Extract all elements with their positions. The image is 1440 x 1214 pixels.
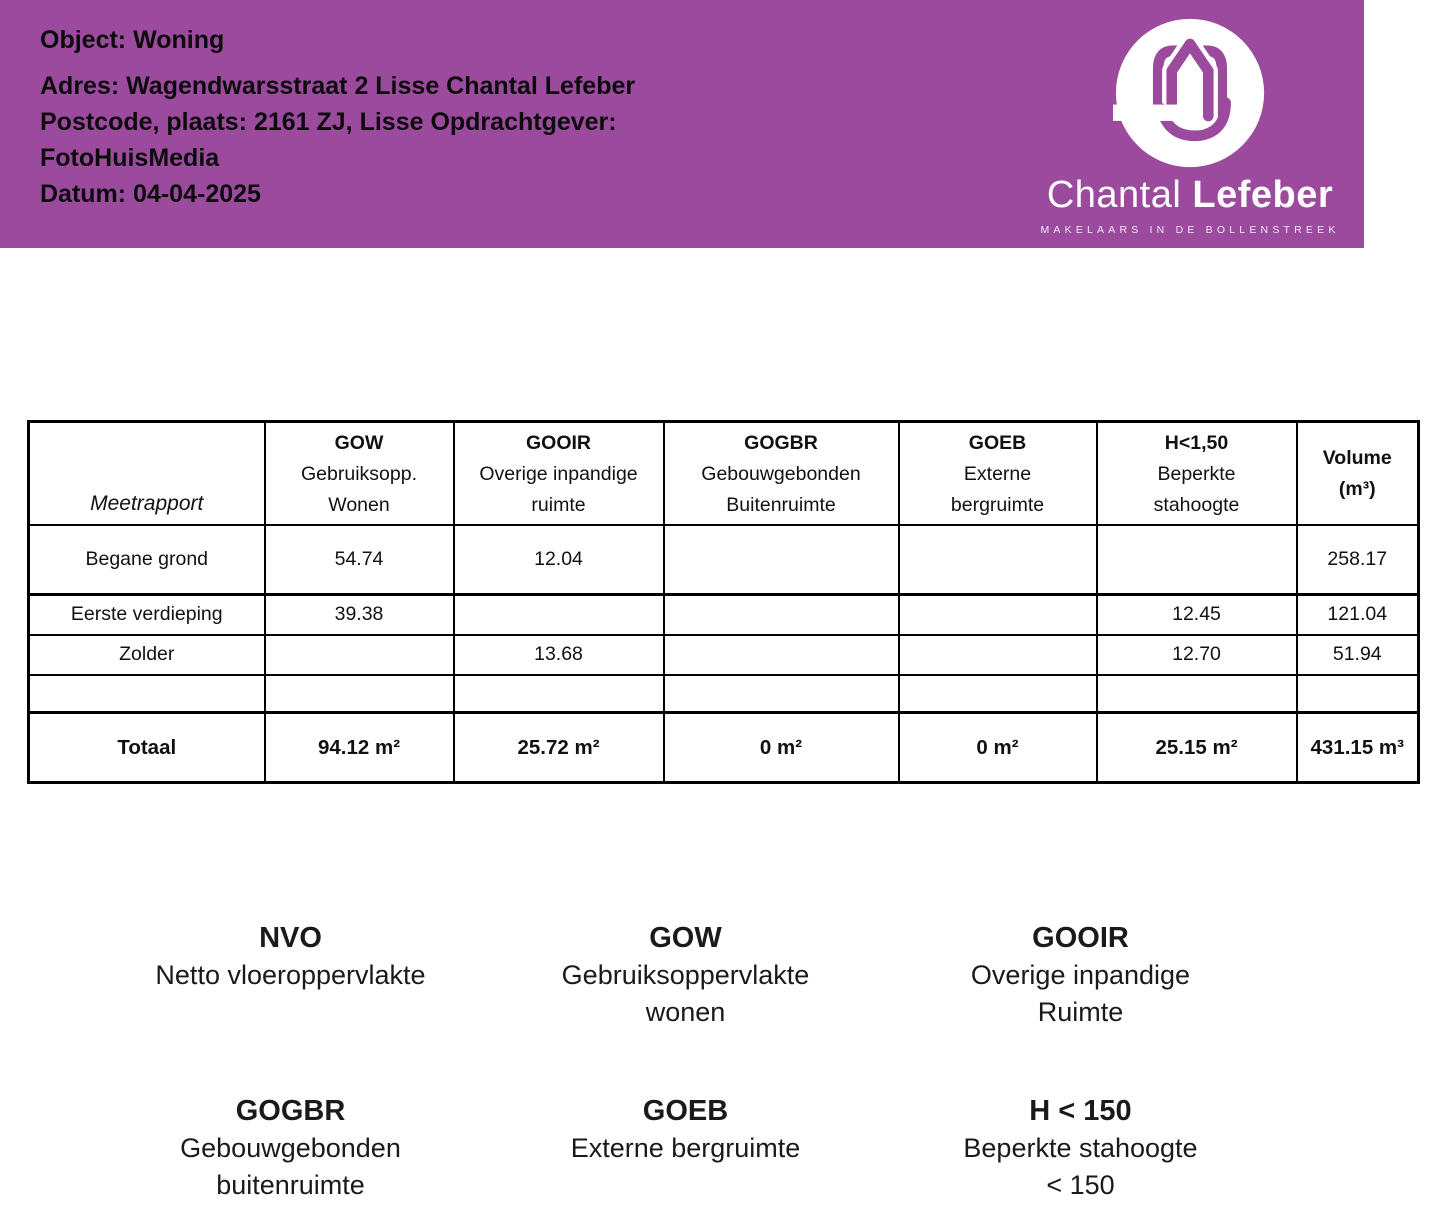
legend-abbr: GOOIR xyxy=(1032,922,1129,954)
column-header-h150 xyxy=(1097,422,1297,525)
brand-wordmark xyxy=(1040,174,1340,217)
table-cell: 54.74 xyxy=(265,525,454,595)
table-cell xyxy=(265,675,454,713)
meetrapport-table xyxy=(27,420,1420,784)
table-cell xyxy=(899,525,1097,595)
table-cell xyxy=(454,595,664,635)
column-desc: stahoogte xyxy=(1153,493,1240,516)
column-desc: Wonen xyxy=(328,493,390,516)
table-cell xyxy=(664,525,899,595)
total-cell: 431.15 m³ xyxy=(1297,713,1419,783)
table-cell xyxy=(454,675,664,713)
abbreviation-legend xyxy=(93,920,1278,1204)
legend-abbr: GOGBR xyxy=(235,1095,346,1127)
table-cell: 12.45 xyxy=(1097,595,1297,635)
table-row-empty xyxy=(29,675,1419,713)
table-header-row xyxy=(29,422,1419,525)
table-row-zolder xyxy=(29,635,1419,675)
legend-desc: Ruimte xyxy=(1037,997,1124,1027)
legend-abbr: GOW xyxy=(649,922,722,954)
table-cell xyxy=(899,595,1097,635)
address-line: Adres: Wagendwarsstraat 2 Lisse Chantal Lefeber xyxy=(40,72,636,100)
legend-desc: buitenruimte xyxy=(216,1170,365,1200)
table-cell xyxy=(899,635,1097,675)
table-cell xyxy=(899,675,1097,713)
table-cell: 121.04 xyxy=(1297,595,1419,635)
table-cell xyxy=(1297,675,1419,713)
corner-cell xyxy=(29,422,265,525)
legend-desc: < 150 xyxy=(1046,1170,1115,1200)
column-desc: Externe xyxy=(963,462,1032,485)
legend-item-h150 xyxy=(883,1093,1278,1204)
table-row-totaal xyxy=(29,713,1419,783)
table-cell: 39.38 xyxy=(265,595,454,635)
column-desc: Gebouwgebonden xyxy=(701,462,861,485)
table-cell: 258.17 xyxy=(1297,525,1419,595)
table-cell: 13.68 xyxy=(454,635,664,675)
table-cell: 12.04 xyxy=(454,525,664,595)
legend-item-gow xyxy=(488,920,883,1031)
row-label xyxy=(29,675,265,713)
table-cell xyxy=(664,635,899,675)
table-cell xyxy=(664,595,899,635)
legend-desc: wonen xyxy=(645,997,726,1027)
legend-item-gooir xyxy=(883,920,1278,1031)
column-desc: bergruimte xyxy=(950,493,1045,516)
brand-name-light: Chantal xyxy=(1046,174,1182,216)
total-cell: 0 m² xyxy=(664,713,899,783)
client-line: FotoHuisMedia xyxy=(40,144,220,172)
brand-logo xyxy=(1040,16,1340,236)
row-label: Eerste verdieping xyxy=(29,595,265,635)
postcode-line: Postcode, plaats: 2161 ZJ, Lisse Opdrachtgever: xyxy=(40,108,617,136)
legend-abbr: H < 150 xyxy=(1029,1095,1132,1127)
column-abbr: GOW xyxy=(334,431,384,454)
table-row-begane-grond xyxy=(29,525,1419,595)
total-cell: 0 m² xyxy=(899,713,1097,783)
column-desc: (m³) xyxy=(1338,478,1376,501)
column-desc: Gebruiksopp. xyxy=(301,462,417,485)
legend-desc: Gebouwgebonden xyxy=(180,1133,401,1163)
total-label: Totaal xyxy=(29,713,265,783)
legend-desc: Netto vloeroppervlakte xyxy=(155,960,426,990)
meetrapport-table-wrap xyxy=(27,420,1420,784)
report-header-band xyxy=(0,0,1364,248)
column-header-goeb xyxy=(899,422,1097,525)
column-abbr: GOGBR xyxy=(744,431,818,454)
column-abbr: GOOIR xyxy=(525,431,591,454)
legend-abbr: GOEB xyxy=(642,1095,729,1127)
legend-desc: Gebruiksoppervlakte xyxy=(561,960,810,990)
legend-item-nvo xyxy=(93,920,488,1031)
table-row-eerste-verdieping xyxy=(29,595,1419,635)
column-desc: Beperkte xyxy=(1157,462,1236,485)
legend-desc: Beperkte stahoogte xyxy=(963,1133,1198,1163)
column-abbr: Volume xyxy=(1322,447,1392,470)
total-cell: 25.72 m² xyxy=(454,713,664,783)
row-label: Begane grond xyxy=(29,525,265,595)
column-header-volume xyxy=(1297,422,1419,525)
table-cell xyxy=(664,675,899,713)
column-abbr: GOEB xyxy=(968,431,1027,454)
table-title: Meetrapport xyxy=(90,491,204,515)
column-desc: ruimte xyxy=(531,493,586,516)
column-header-gogbr xyxy=(664,422,899,525)
brand-tagline: MAKELAARS IN DE BOLLENSTREEK xyxy=(1040,224,1340,236)
date-line: Datum: 04-04-2025 xyxy=(40,180,261,208)
total-cell: 94.12 m² xyxy=(265,713,454,783)
column-abbr: H<1,50 xyxy=(1164,431,1229,454)
table-cell xyxy=(1097,675,1297,713)
tulip-icon xyxy=(1113,16,1267,170)
legend-desc: Externe bergruimte xyxy=(570,1133,801,1163)
legend-desc: Overige inpandige xyxy=(970,960,1191,990)
table-cell: 12.70 xyxy=(1097,635,1297,675)
legend-item-goeb xyxy=(488,1093,883,1204)
column-desc: Overige inpandige xyxy=(479,462,638,485)
column-desc: Buitenruimte xyxy=(726,493,836,516)
legend-abbr: NVO xyxy=(259,922,322,954)
column-header-gooir xyxy=(454,422,664,525)
brand-name-bold: Lefeber xyxy=(1192,174,1334,216)
table-cell xyxy=(265,635,454,675)
column-header-gow xyxy=(265,422,454,525)
legend-item-gogbr xyxy=(93,1093,488,1204)
object-line: Object: Woning xyxy=(40,26,225,54)
row-label: Zolder xyxy=(29,635,265,675)
table-cell: 51.94 xyxy=(1297,635,1419,675)
total-cell: 25.15 m² xyxy=(1097,713,1297,783)
table-cell xyxy=(1097,525,1297,595)
